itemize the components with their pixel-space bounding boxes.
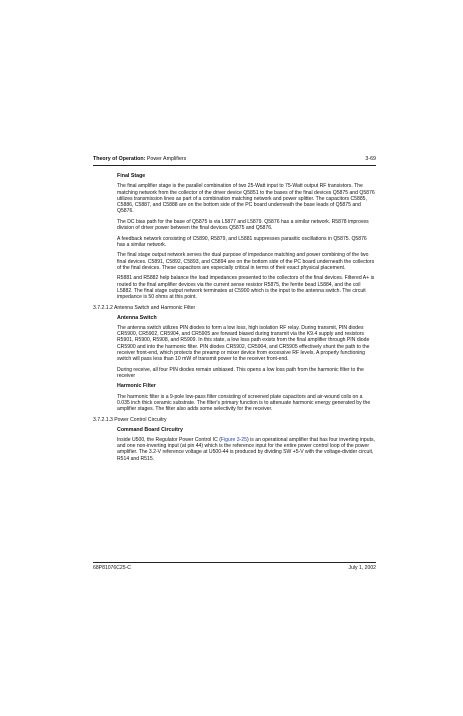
- header-title-bold: Theory of Operation:: [93, 156, 146, 162]
- page-body: [93, 173, 375, 466]
- header-title: [93, 156, 186, 163]
- command-board-text-b: ) is an operational amplifier that has four inverting inputs, and one non-inverting input (at pin 44) which is the reference input for the entire power control loop of the power amplifier. The 3.2-V reference voltage at U500-44 is produced by dividing SW +5-V with the voltage-divider circuit, R514 and R515.: [117, 436, 375, 462]
- footer-date: July 1, 2002: [348, 565, 376, 571]
- header-page-number: 3-69: [365, 156, 376, 162]
- command-board-paragraph: [117, 437, 375, 462]
- antenna-switch-paragraph-1: The antenna switch utilizes PIN diodes to form a low loss, high isolation RF relay. During transmit, PIN diodes CR5900, CR5902, CR5904, and CR5905 are forward biased during transmit via the K9.4 supply and resistors R5901, R5900, R5908, and R5909. In this state, a low loss path exists from the final amplifier through PIN diode CR5900 and into the harmonic filter. PIN diodes CR5902, CR5904, and CR5905 effectively shunt the path to the receiver front-end, which protects the preamp or mixer device from excessive RF levels. A properly functioning switch will pass less than 10 mW of transmit power to the receiver front-end.: [117, 324, 370, 363]
- final-stage-paragraph-4: The final stage output network serves the dual purpose of impedance matching and power combining of the two final devices. C5891, C5892, C5893, and C5894 are on the bottom side of the PC board underneath the collectors of the final devices. These capacitors are especially critical in terms of their exact physical placement.: [117, 252, 375, 271]
- harmonic-filter-paragraph: The harmonic filter is a 9-pole low-pass filter consisting of screened plate capacitors and air-wound coils on a 0.035 inch thick ceramic substrate. The filter's primary function is to attenuate harmonic energy generated by the amplifier stages. The filter also adds some selectivity for the receiver.: [117, 393, 371, 413]
- final-stage-paragraph-5: R5881 and R5882 help balance the load impedances presented to the collectors of the final devices. Filtered A+ is routed to the final amplifier devices via the current sense resistor R5875, the ferrite bead L5884, and the coil L5882. The final stage output network terminates at C5900 which is the input to the antenna switch. The circuit impedance is 50 ohms at this point.: [117, 275, 375, 301]
- antenna-switch-heading: Antenna Switch: [117, 314, 157, 321]
- command-board-text-a: Inside U500, the Regulator Power Control IC (: [117, 436, 221, 443]
- header-title-rest: Power Amplifiers: [145, 156, 187, 162]
- final-stage-paragraph-2: The DC bias path for the base of Q5875 is via L5877 and L5879. Q5876 has a similar network. R5878 improves division of driver power between the final devices Q5875 and Q5876.: [117, 218, 369, 232]
- final-stage-paragraph-1: The final amplifier stage is the parallel combination of two 25-Watt input to 75-Watt output RF transistors. The matching network from the collector of the driver device Q5851 to the bases of the final devices Q5875 and Q5876 utilizes transmission lines as part of a combination matching network and power splitter. The capacitors C5885, C5886, C5887, and C5888 are on the bottom side of the PC board underneath the base leads of Q5875 and Q5876.: [117, 183, 375, 215]
- harmonic-filter-heading: Harmonic Filter: [117, 383, 156, 390]
- section-heading-antenna-switch: 3.7.2.1.2 Antenna Switch and Harmonic Filter: [93, 304, 196, 311]
- figure-link[interactable]: Figure 3-25: [220, 436, 247, 443]
- final-stage-heading: Final Stage: [117, 173, 146, 179]
- antenna-switch-paragraph-2: During receive, all four PIN diodes remain unbiased. This opens a low loss path from the harmonic filter to the receiver: [117, 366, 364, 379]
- final-stage-paragraph-3: A feedback network consisting of C5890, R5879, and L5881 suppresses parasitic oscillations in Q5875. Q5876 has a similar network.: [117, 235, 367, 248]
- footer-doc-number: 68P81076C25-C: [93, 565, 131, 571]
- command-board-heading: Command Board Circuitry: [117, 426, 183, 433]
- footer-rule: [93, 562, 376, 563]
- header-rule: [93, 165, 376, 166]
- section-heading-power-control: 3.7.2.1.3 Power Control Circuitry: [93, 416, 167, 423]
